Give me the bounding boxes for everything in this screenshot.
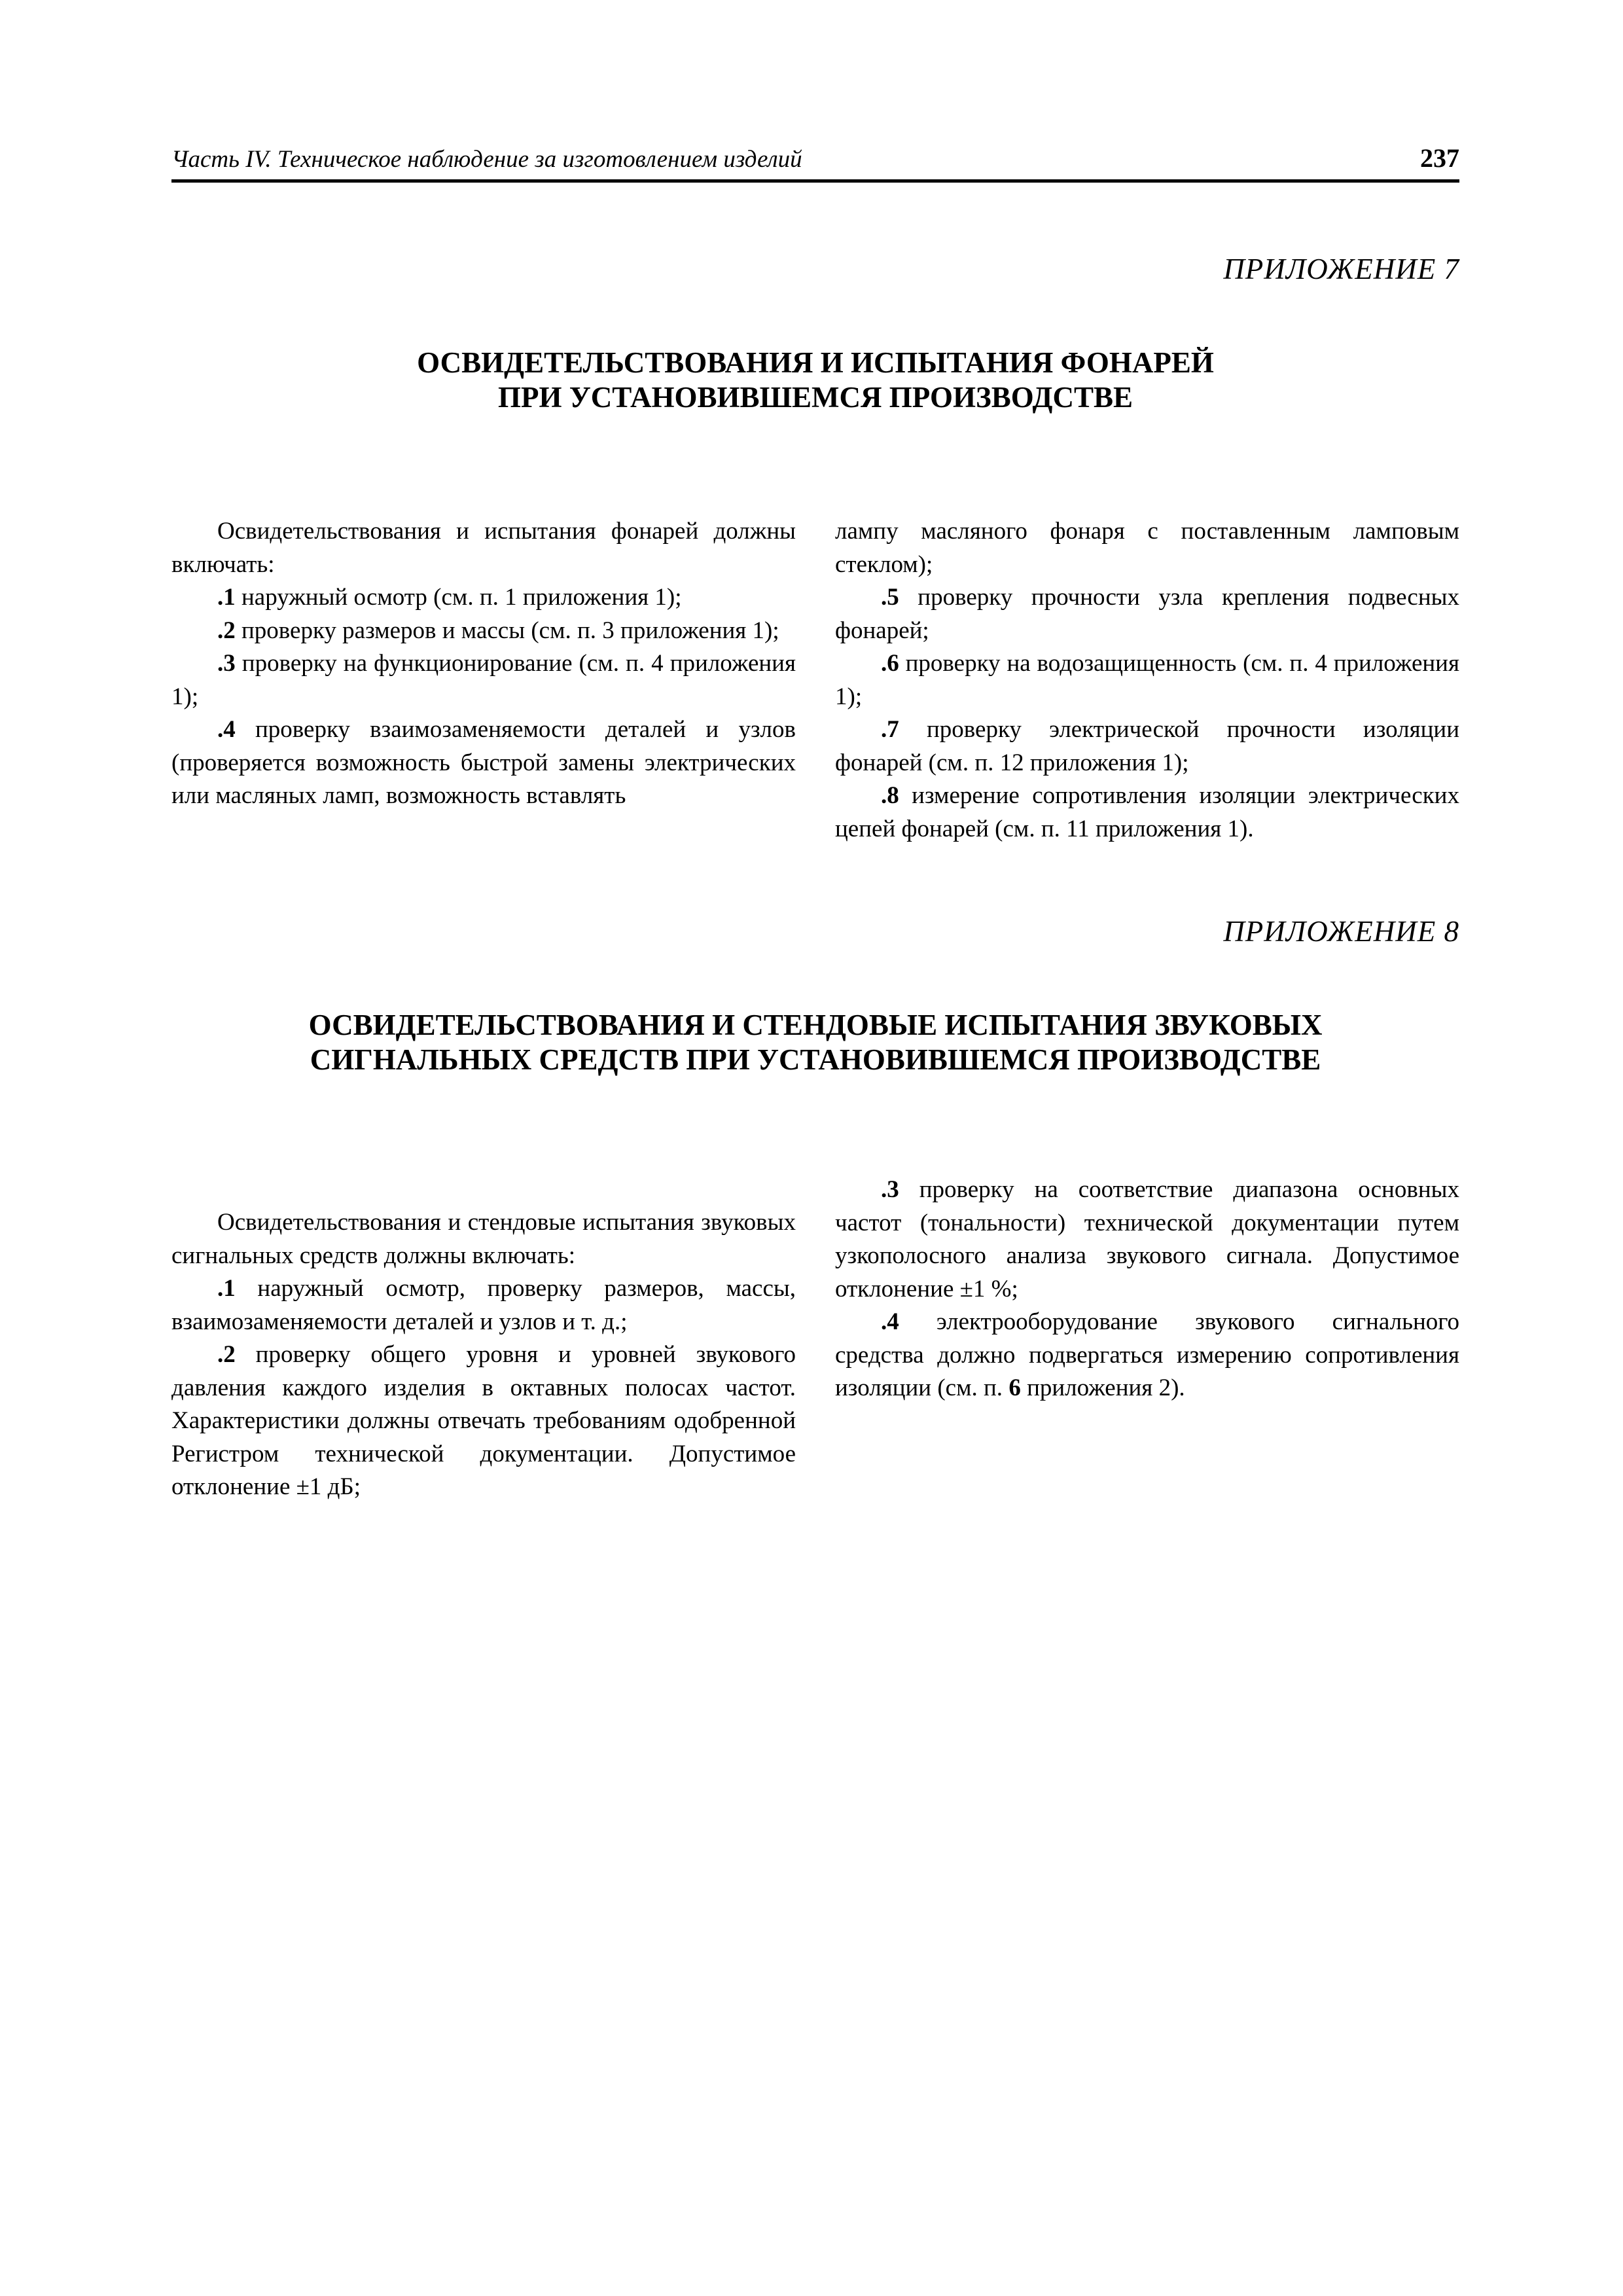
item-text: проверку на водозащищенность (см. п. 4 приложения 1); — [835, 650, 1459, 710]
item-number: .6 — [881, 650, 899, 677]
appendix-7-item-2 — [171, 615, 796, 648]
appendix-7-item-1 — [171, 581, 796, 615]
appendix-8-label: ПРИЛОЖЕНИЕ 8 — [1223, 915, 1459, 948]
item-number: .1 — [217, 1275, 236, 1302]
appendix-7-intro: Освидетельствования и испытания фонарей должны включать: — [171, 518, 796, 578]
appendix-7-item-8 — [835, 780, 1459, 846]
appendix-7-title-line-1: ОСВИДЕТЕЛЬСТВОВАНИЯ И ИСПЫТАНИЯ ФОНАРЕЙ — [417, 346, 1214, 379]
appendix-8-intro: Освидетельствования и стендовые испытания звуковых сигнальных средств должны включать: — [171, 1209, 796, 1269]
item-number: .4 — [881, 1308, 899, 1335]
item-bold-reference: 6 — [1008, 1374, 1021, 1401]
appendix-7-item-6 — [835, 647, 1459, 713]
appendix-8-title-line-2: СИГНАЛЬНЫХ СРЕДСТВ ПРИ УСТАНОВИВШЕМСЯ ПРОИЗВОДСТВЕ — [310, 1043, 1321, 1076]
item-text: проверку общего уровня и уровней звукового давления каждого изделия в октавных полосах частот. Характеристики должны отвечать требованиям одобренной Регистром технической документации. Допустимое отклонение ±1 дБ; — [171, 1341, 796, 1500]
item-text: электрооборудование звукового сигнального средства должно подвергаться измерению сопротивления изоляции (см. п. — [835, 1308, 1459, 1401]
item-text-tail: приложения 2). — [1020, 1374, 1185, 1401]
appendix-7-item-4 — [171, 713, 796, 813]
appendix-7-right-column — [835, 515, 1459, 846]
item-number: .1 — [217, 584, 236, 611]
item-text: проверку электрической прочности изоляции фонарей (см. п. 12 приложения 1); — [835, 716, 1459, 776]
appendix-8-item-1 — [171, 1272, 796, 1338]
appendix-7-label: ПРИЛОЖЕНИЕ 7 — [1223, 253, 1459, 285]
page-number: 237 — [1420, 143, 1459, 173]
item-number: .7 — [881, 716, 899, 743]
appendix-7-left-column — [171, 515, 796, 813]
appendix-7-item-5 — [835, 581, 1459, 647]
appendix-7-title-line-2: ПРИ УСТАНОВИВШЕМСЯ ПРОИЗВОДСТВЕ — [498, 381, 1133, 414]
item-text: проверку на функционирование (см. п. 4 приложения 1); — [171, 650, 796, 710]
appendix-8-item-3 — [835, 1174, 1459, 1306]
item-number: .2 — [217, 617, 236, 644]
item-text: проверку прочности узла крепления подвесных фонарей; — [835, 584, 1459, 644]
item-number: .2 — [217, 1341, 236, 1368]
item-number: .3 — [881, 1176, 899, 1203]
page-header — [171, 140, 1459, 183]
item-text: наружный осмотр (см. п. 1 приложения 1); — [235, 584, 682, 611]
item-text: измерение сопротивления изоляции электрических цепей фонарей (см. п. 11 приложения 1). — [835, 782, 1459, 842]
item-text: проверку взаимозаменяемости деталей и узлов (проверяется возможность быстрой замены электрических или масляных ламп, возможность вставлять — [171, 716, 796, 809]
running-title: Часть IV. Техническое наблюдение за изготовлением изделий — [171, 146, 802, 173]
appendix-7-title — [171, 346, 1459, 415]
item-text: наружный осмотр, проверку размеров, массы, взаимозаменяемости деталей и узлов и т. д.; — [171, 1275, 796, 1335]
item-text: проверку на соответствие диапазона основных частот (тональности) технической документации путем узкополосного анализа звукового сигнала. Допустимое отклонение ±1 %; — [835, 1176, 1459, 1302]
appendix-8-item-4 — [835, 1306, 1459, 1405]
appendix-8-right-column — [835, 1174, 1459, 1405]
item-number: .3 — [217, 650, 236, 677]
appendix-7-item-7 — [835, 713, 1459, 780]
appendix-7-item-4-continuation: лампу масляного фонаря с поставленным ламповым стеклом); — [835, 518, 1459, 578]
item-number: .5 — [881, 584, 899, 611]
item-text: проверку размеров и массы (см. п. 3 приложения 1); — [235, 617, 779, 644]
item-number: .4 — [217, 716, 236, 743]
appendix-7-item-3 — [171, 647, 796, 713]
appendix-8-item-2 — [171, 1338, 796, 1504]
appendix-8-title — [171, 1008, 1459, 1077]
appendix-8-left-column — [171, 1206, 796, 1504]
item-number: .8 — [881, 782, 899, 809]
appendix-8-title-line-1: ОСВИДЕТЕЛЬСТВОВАНИЯ И СТЕНДОВЫЕ ИСПЫТАНИЯ ЗВУКОВЫХ — [308, 1009, 1323, 1041]
